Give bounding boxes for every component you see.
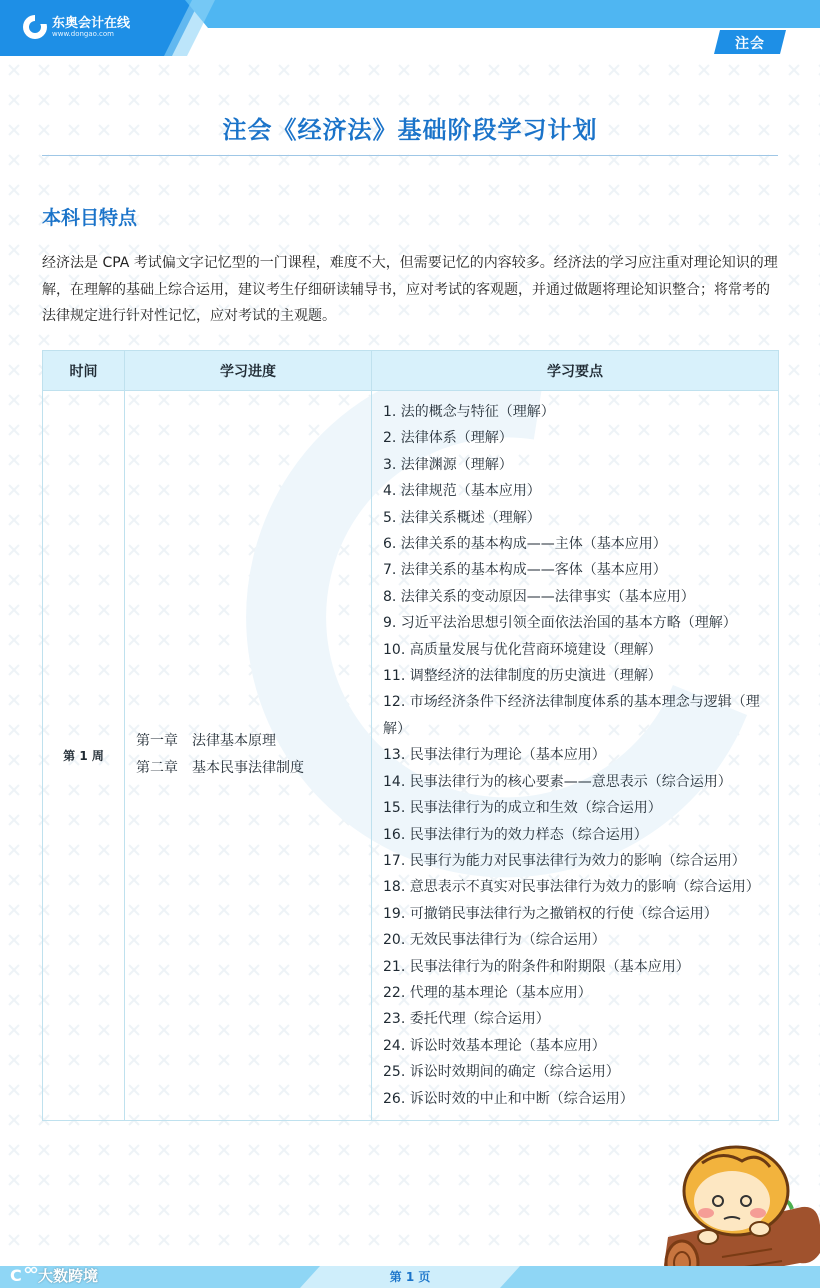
list-item: 26. 诉讼时效的中止和中断（综合运用） bbox=[383, 1090, 634, 1107]
header-key-points: 学习要点 bbox=[372, 351, 779, 391]
progress-cell bbox=[125, 391, 372, 1121]
list-item: 19. 可撤销民事法律行为之撤销权的行使（综合运用） bbox=[383, 905, 718, 922]
list-item: 15. 民事法律行为的成立和生效（综合运用） bbox=[383, 800, 662, 817]
list-item: 20. 无效民事法律行为（综合运用） bbox=[383, 932, 606, 949]
key-points-cell bbox=[372, 391, 779, 1121]
list-item: 9. 习近平法治思想引领全面依法治国的基本方略（理解） bbox=[383, 615, 737, 632]
key-points-list bbox=[383, 399, 770, 1112]
list-item: 2. 法律体系（理解） bbox=[383, 430, 513, 447]
svg-text:C: C bbox=[10, 1266, 22, 1285]
list-item: 23. 委托代理（综合运用） bbox=[383, 1011, 550, 1028]
section-heading: 本科目特点 bbox=[42, 207, 138, 229]
progress-item: 第二章 基本民事法律制度 bbox=[136, 760, 304, 777]
intro-paragraph: 经济法是 CPA 考试偏文字记忆型的一门课程，难度不大，但需要记忆的内容较多。经济法的学习应注重对理论知识的理解，在理解的基础上综合运用，建议考生仔细研读辅导书，应对考试的客观题，并通过做题将理论知识整合；将常考的法律规定进行针对性记忆，应对考试的主观题。 bbox=[42, 255, 778, 324]
study-plan-table bbox=[42, 350, 779, 1121]
list-item: 21. 民事法律行为的附条件和附期限（基本应用） bbox=[383, 958, 690, 975]
list-item: 14. 民事法律行为的核心要素——意思表示（综合运用） bbox=[383, 773, 732, 790]
brand-name: 东奥会计在线 bbox=[52, 16, 131, 31]
list-item: 17. 民事行为能力对民事法律行为效力的影响（综合运用） bbox=[383, 852, 746, 869]
title-divider bbox=[42, 155, 778, 156]
header-time: 时间 bbox=[43, 351, 125, 391]
brand-circle-icon bbox=[22, 14, 48, 40]
list-item: 7. 法律关系的基本构成——客体（基本应用） bbox=[383, 562, 667, 579]
list-item: 10. 高质量发展与优化营商环境建设（理解） bbox=[383, 641, 662, 658]
progress-item: 第一章 法律基本原理 bbox=[136, 733, 276, 750]
list-item: 18. 意思表示不真实对民事法律行为效力的影响（综合运用） bbox=[383, 879, 760, 896]
page-number: 第 1 页 bbox=[389, 1270, 431, 1284]
subject-badge: 注会 bbox=[735, 36, 765, 52]
list-item: 12. 市场经济条件下经济法律制度体系的基本理念与逻辑（理解） bbox=[383, 694, 760, 737]
list-item: 13. 民事法律行为理论（基本应用） bbox=[383, 747, 606, 764]
list-item: 5. 法律关系概述（理解） bbox=[383, 509, 541, 526]
table-row bbox=[43, 391, 779, 1121]
list-item: 11. 调整经济的法律制度的历史演进（理解） bbox=[383, 668, 662, 685]
corner-mark-text: 大数跨境 bbox=[38, 1267, 99, 1285]
list-item: 3. 法律渊源（理解） bbox=[383, 456, 513, 473]
list-item: 22. 代理的基本理论（基本应用） bbox=[383, 984, 592, 1001]
page-title: 注会《经济法》基础阶段学习计划 bbox=[222, 116, 598, 144]
list-item: 6. 法律关系的基本构成——主体（基本应用） bbox=[383, 536, 667, 553]
list-item: 16. 民事法律行为的效力样态（综合运用） bbox=[383, 826, 648, 843]
list-item: 25. 诉讼时效期间的确定（综合运用） bbox=[383, 1064, 620, 1081]
list-item: 24. 诉讼时效基本理论（基本应用） bbox=[383, 1037, 606, 1054]
brand-logo bbox=[22, 10, 182, 46]
header-progress: 学习进度 bbox=[125, 351, 372, 391]
list-item: 1. 法的概念与特征（理解） bbox=[383, 404, 555, 420]
list-item: 4. 法律规范（基本应用） bbox=[383, 483, 541, 500]
list-item: 8. 法律关系的变动原因——法律事实（基本应用） bbox=[383, 588, 695, 605]
week-cell: 第 1 周 bbox=[43, 391, 125, 1121]
brand-url: www.dongao.com bbox=[52, 30, 114, 38]
table-header-row bbox=[43, 351, 779, 391]
